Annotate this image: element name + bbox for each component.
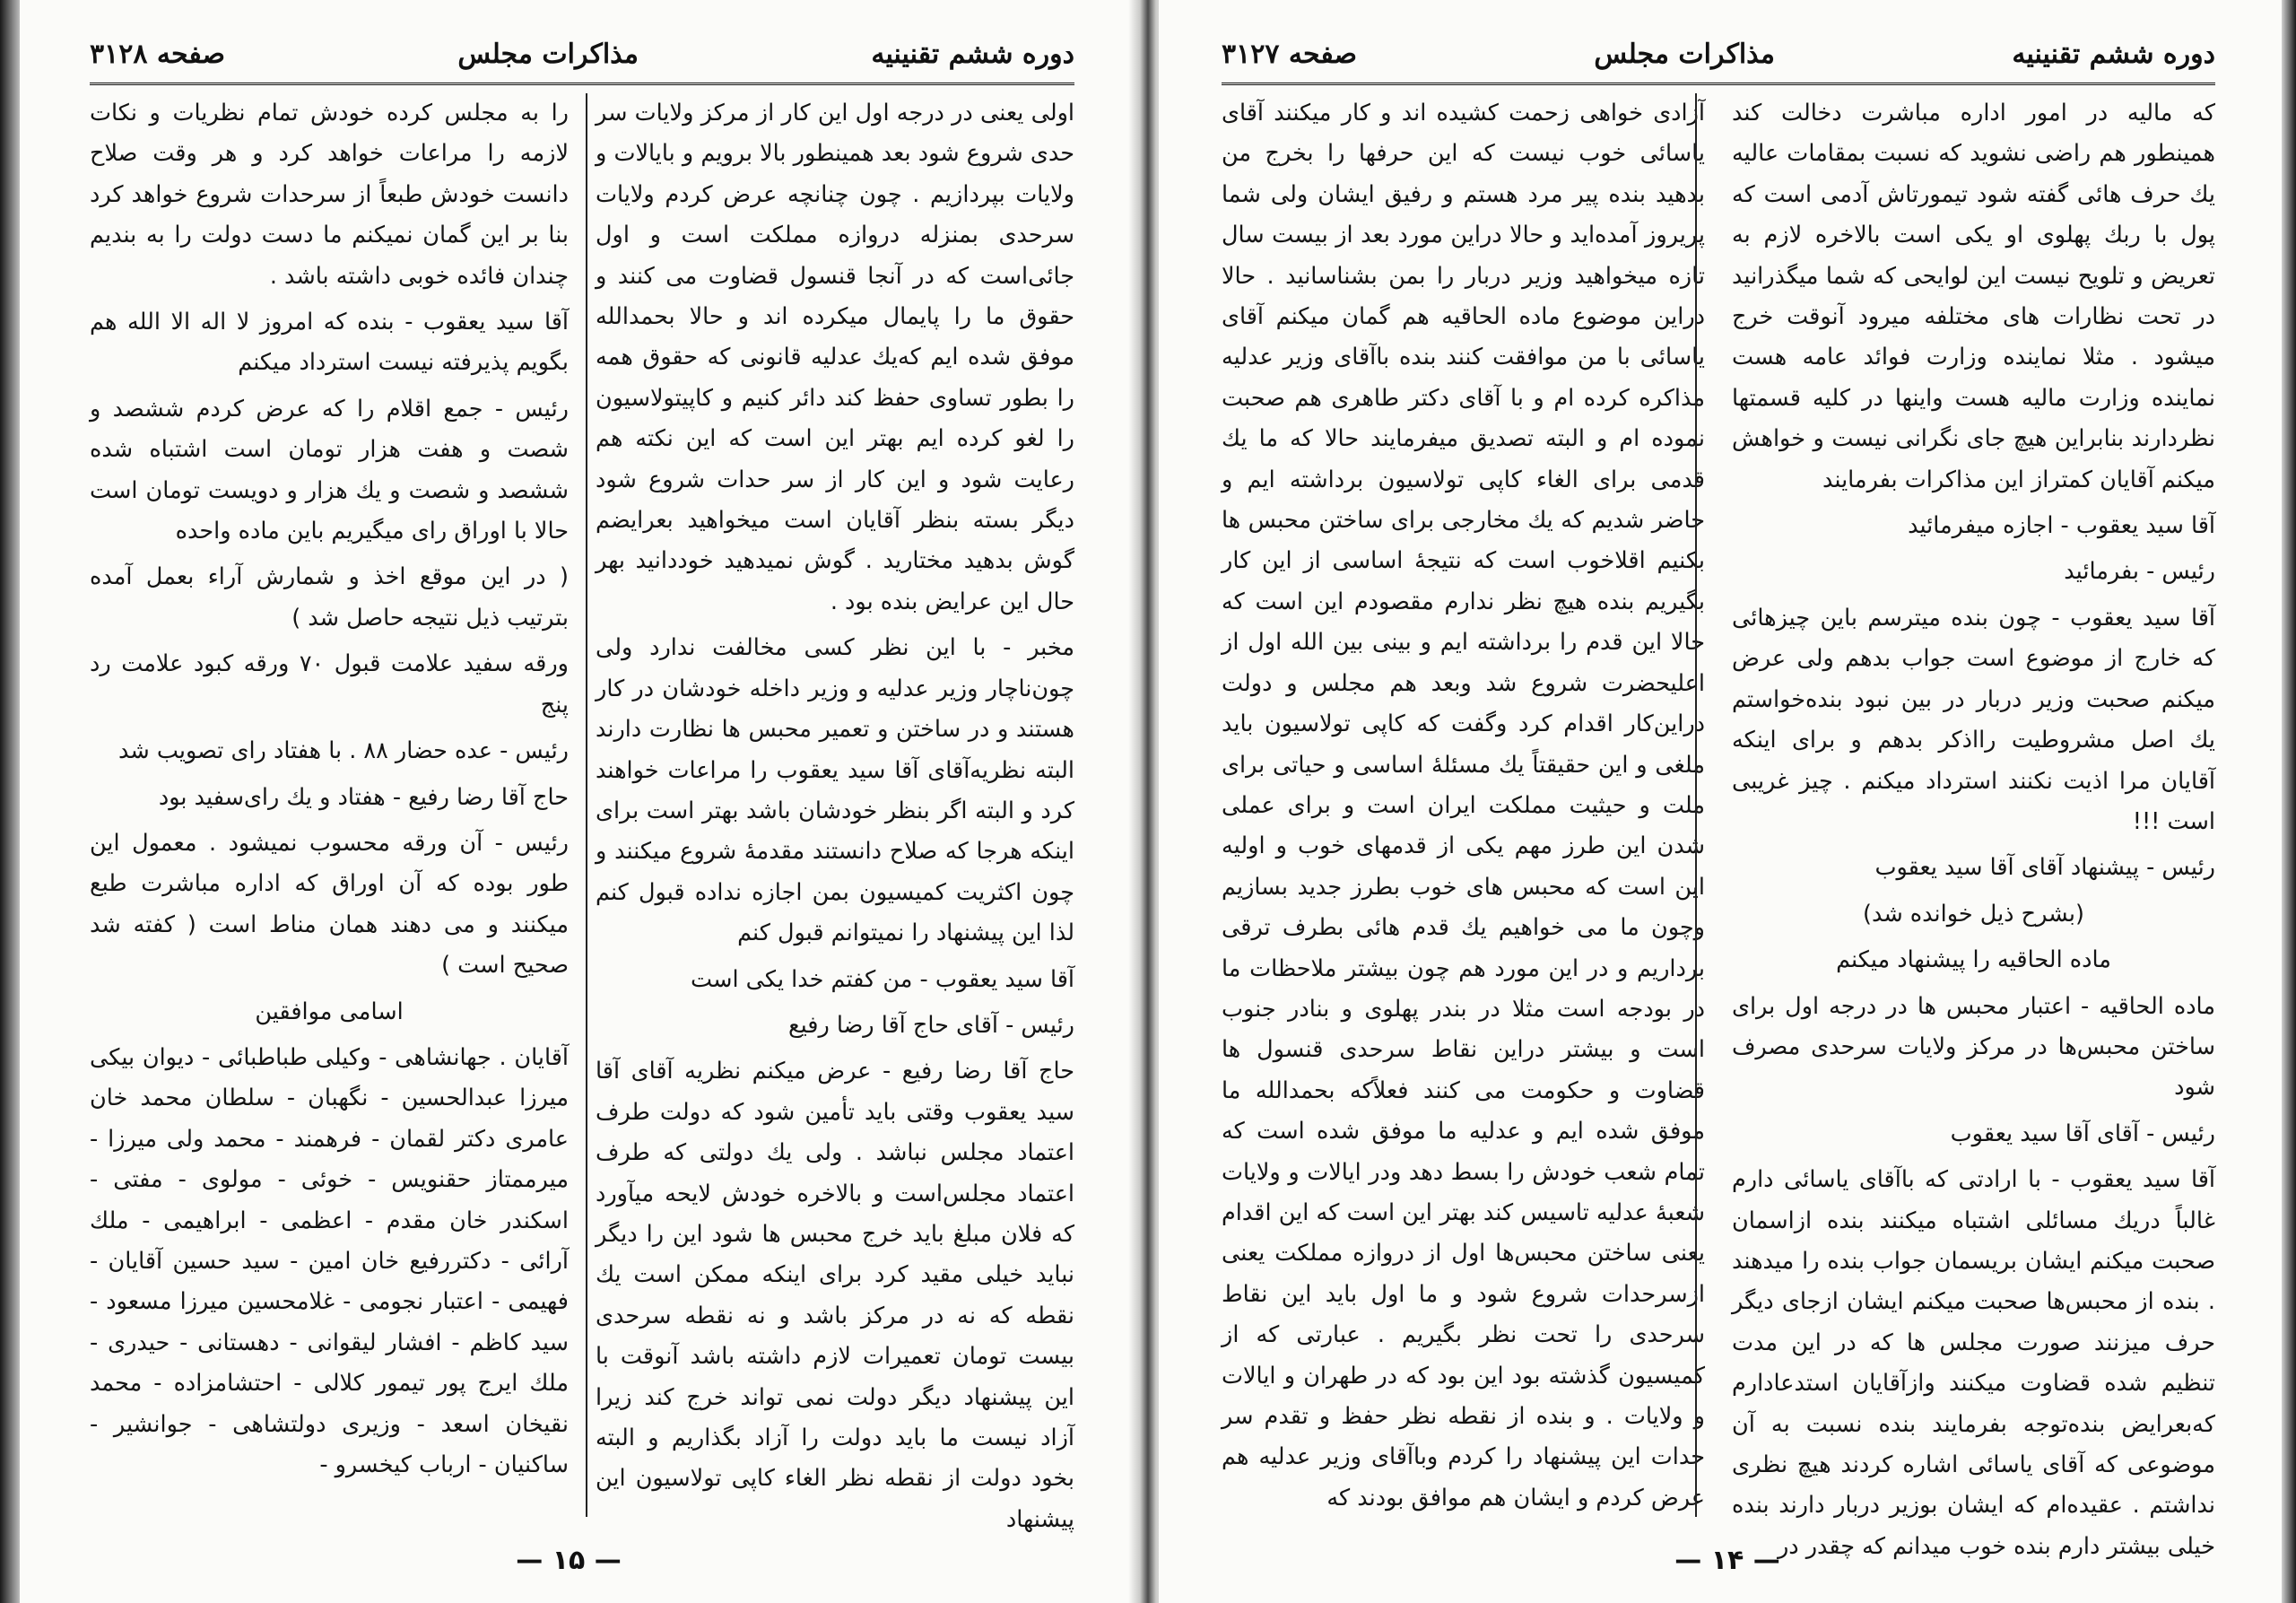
left-page	[0, 0, 1137, 1603]
left-page-header	[90, 29, 1074, 79]
right-page-session: دوره ششم تقنینیه	[2012, 38, 2215, 70]
paragraph: آقا سید یعقوب - با ارادتی که باآقای یاسائی دارم غالباً دریك مسائلی اشتباه میکنند بنده ازاسمان صحبت میکنم ایشان بریسمان جواب بنده را میدهند . بنده از محبس‌ها صحبت میکنم ایشان ازجای دیگر حرف میزنند صورت مجلس ها که در این مدت تنظیم شده قضاوت میکنند وازآقایان استدعادارم که‌بعرایض بنده‌توجه بفرمایند بنده نسبت به آن موضوعی که آقای یاسائی اشاره کردند هیچ نظری نداشتم . عقیده‌ام که ایشان بوزیر دربار دارند بنده خیلی بیشتر دارم بنده خوب میدانم که چقدر در	[1732, 1166, 2215, 1560]
paragraph: آقا سید یعقوب - بنده که امروز لا اله الا الله هم بگویم پذیرفته نیست استرداد میکنم	[90, 309, 569, 377]
left-page-column-right	[596, 93, 1074, 1533]
paragraph: رئیس - بفرمائید	[2064, 558, 2215, 586]
right-page-column-right	[1732, 93, 2215, 1560]
left-column-divider	[586, 93, 587, 1517]
right-header-rule	[1222, 83, 2215, 85]
paragraph: رئیس - آقای آقا سید یعقوب	[1950, 1119, 2215, 1147]
paragraph: آقا سید یعقوب - اجازه میفرمائید	[1908, 512, 2215, 540]
right-page-number: صفحه ۳۱۲۷	[1222, 38, 1358, 70]
left-page-columns	[90, 93, 1074, 1533]
paragraph: رئیس - آن ورقه محسوب نمیشود . معمول این طور بوده که آن اوراق که اداره مباشرت طبع میکنند و می دهند همان مناط است ( کفته شد صحیح است )	[90, 829, 569, 980]
paragraph: حاج آقا رضا رفیع - هفتاد و یك رای‌سفید بود	[158, 783, 569, 811]
paragraph: آقا سید یعقوب - چون بنده میترسم باین چیزهائی که خارج از موضوع است جواب بدهم ولی عرض میکنم صحبت وزیر دربار در بین نبود بنده‌خواستم یك اصل مشروطیت رااذکر بدهم و برای اینکه آقایان مرا اذیت نکنند استرداد میکنم . چیز غریبی است !!!	[1732, 604, 2215, 835]
left-page-folio: — ۱۵ —	[516, 1545, 622, 1576]
right-page-header	[1222, 29, 2215, 79]
paragraph: که مالیه در امور اداره مباشرت دخالت کند همینطور هم راضی نشوید که نسبت بمقامات عالیه یك حرف هائی گفته شود تیمورتاش آدمی است که پول با ربك پهلوی او یکی است بالاخره لازم به تعریض و تلویح نیست این لوایحی که شما میگذرانید در تحت نظارات های مختلفه میرود آنوقت خرج میشود . مثلا نماینده وزارت فوائد عامه هست نماینده وزارت مالیه هست واینها در کلیه قسمتها نظردارند بنابراین هیچ جای نگرانی نیست و خواهش میکنم آقایان کمتراز این مذاکرات بفرمایند	[1732, 100, 2215, 493]
paragraph: ماده الحاقیه - اعتبار محبس ها در درجه اول برای ساختن محبس‌ها در مرکز ولایات سرحدی مصرف شود	[1732, 992, 2215, 1102]
right-page-columns	[1222, 93, 2215, 1560]
paragraph: آقا سید یعقوب - من کفتم خدا یکی است	[691, 965, 1074, 993]
left-page-title: مذاکرات مجلس	[457, 38, 639, 70]
paragraph: مخبر - با این نظر کسی مخالفت ندارد ولی چون‌ناچار وزیر عدلیه و وزیر داخله خودشان در کار هستند و در ساختن و تعمیر محبس ها نظارت دارند البته نظریه‌آقای آقا سید یعقوب را مراعات خواهند کرد و البته اگر بنظر خودشان باشد بهتر است برای اینکه هرجا که صلاح دانستند مقدمهٔ شروع میکنند و چون اکثریت کمیسیون بمن اجازه نداده قبول کنم لذا این پیشنهاد را نمیتوانم قبول کنم	[596, 634, 1074, 947]
paragraph: حاج آقا رضا رفیع - عرض میکنم نظریه آقای آقا سید یعقوب وقتی باید تأمین شود که دولت طرف اعتماد مجلس نباشد . ولی یك دولتی که طرف اعتماد مجلس‌است و بالاخره خودش لایحه میآورد که فلان مبلغ باید خرج محبس ها شود این را دیگر نباید خیلی مقید کرد برای اینکه ممکن است یك نقطه که نه در مرکز باشد و نه نقطه سرحدی بیست تومان تعمیرات لازم داشته باشد آنوقت با این پیشنهاد دیگر دولت نمی تواند خرج کند زیرا آزاد نیست ما باید دولت را آزاد بگذاریم و البته بخود دولت از نقطه نظر الغاء کاپی تولاسیون این پیشنهاد	[596, 1058, 1074, 1533]
paragraph: ماده الحاقیه را پیشنهاد میکنم	[1836, 946, 2111, 974]
paragraph: رئیس - جمع اقلام را که عرض کردم ششصد و شصت و هفت هزار تومان است اشتباه شده ششصد و شصت و یك هزار و دویست تومان است حالا با اوراق رای میگیریم باین ماده واحده	[90, 395, 569, 545]
left-header-rule	[90, 83, 1074, 85]
right-page-folio: — ۱۴ —	[1674, 1545, 1780, 1576]
left-page-number: صفحه ۳۱۲۸	[90, 38, 226, 70]
paragraph: را به مجلس کرده خودش تمام نظریات و نکات لازمه را مراعات خواهد کرد و هر وقت صلاح دانست خودش طبعاً از سرحدات شروع خواهد کرد بنا بر این گمان نمیکنم ما دست دولت را به بندیم چندان فائده خوبی داشته باشد .	[90, 100, 569, 290]
scan-edge-right	[2282, 0, 2296, 1603]
paragraph: اولی یعنی در درجه اول این کار از مرکز ولایات سر حدی شروع شود بعد همینطور بالا برویم و بایالات و ولایات بپردازیم . چون چنانچه عرض کردم ولایات سرحدی بمنزله دروازه مملکت است و اول جائی‌است که در آنجا قنسول قضاوت می کنند و حقوق ما را پایمال میکرده اند و حالا بحمدالله موفق شده ایم که‌یك عدلیه قانونی که حقوق همه را بطور تساوی حفظ کند دائر کنیم و کاپیتولاسیون را لغو کرده ایم بهتر این است که این نکته هم رعایت شود و این کار از سر حدات شروع شود دیگر بسته بنظر آقایان است میخواهید بعرایضم گوش بدهید مختارید . گوش نمیدهید خوددانید بهر حال این عرایض بنده بود .	[596, 100, 1074, 615]
paragraph: (بشرح ذیل خوانده شد)	[1863, 900, 2084, 928]
paragraph: ورقه سفید علامت قبول ۷۰ ورقه کبود علامت رد پنج	[90, 650, 569, 719]
paragraph: آزادی خواهی زحمت کشیده اند و کار میکنند آقای یاسائی خوب نیست که این حرفها را بخرج من بدهید بنده پیر مرد هستم و رفیق ایشان ولی شما پریروز آمده‌اید و حالا دراین مورد بعد از بیست سال تازه میخواهید وزیر دربار را بمن بشناسانید . حالا دراین موضوع ماده الحاقیه هم گمان میکنم آقای یاسائی با من موافقت کنند بنده باآقای وزیر عدلیه مذاکره کرده ام و با آقای دکتر طاهری هم صحبت نموده ام و البته تصدیق میفرمایند حالا که ما یك قدمی برای الغاء کاپی تولاسیون برداشته ایم و حاضر شدیم که یك مخارجی برای ساختن محبس ها بکنیم اقلاخوب است که نتیجهٔ اساسی از این کار بگیریم بنده هیچ نظر ندارم مقصودم این است که حالا این قدم را برداشته ایم و بینی بین الله اول از اعلیحضرت شروع شد وبعد هم مجلس و دولت دراین‌کار اقدام کرد وگفت که کاپی تولاسیون باید ملغی و این حقیقتاً یك مسئلهٔ اساسی و حیاتی برای ملت و حیثیت مملکت ایران است و برای عملی شدن این طرز مهم یکی از قدمهای خوب و اولیه این است که محبس های خوب بطرز جدید بسازیم وچون ما می خواهیم یك قدم هائی بطرف ترقی برداریم و در این مورد هم چون بیشتر ملاحظات ما در بودجه است مثلا در بندر پهلوی و بنادر جنوب است و بیشتر دراین نقاط سرحدی قنسول ها قضاوت و حکومت می کنند فعلاًکه بحمدالله ما موفق شده ایم و عدلیه ما موفق شده است که تمام شعب خودش را بسط دهد ودر ایالات و ولایات شعبهٔ عدلیه تاسیس کند بهتر این است که این اقدام یعنی ساختن محبس‌ها اول از دروازه مملکت یعنی ازسرحدات شروع شود و ما اول باید این نقاط سرحدی را تحت نظر بگیریم . عبارتی که از کمیسیون گذشته بود این بود که در طهران و ایالات و ولایات . و بنده از نقطه نظر حفظ و تقدم سر حدات این پیشنهاد را کردم وباآقای وزیر عدلیه هم عرض کردم و ایشان هم موافق بودند که	[1222, 100, 1705, 1512]
paragraph: رئیس - آقای حاج آقا رضا رفیع	[788, 1011, 1074, 1039]
paragraph: آقایان . جهانشاهی - وکیلی طباطبائی - دیوان بیکی میرزا عبدالحسین - نگهبان - سلطان محمد خان عامری دکتر لقمان - فرهمند - محمد ولی میرزا - میرممتاز حقنویس - خوئی - مولوی - مفتی - اسکندر خان مقدم - اعظمی - ابراهیمی - ملك آرائی - دکتررفیع خان امین - سید حسین آقایان - فهیمی - اعتبار نجومی - غلامحسین میرزا مسعود - سید کاظم - افشار لیقوانی - دهستانی - حیدری - ملك ایرج پور تیمور کلالی - احتشامزاده - محمد نقیخان اسعد - وزیری دولتشاهی - جوانشیر - ساکنیان - ارباب کیخسرو -	[90, 1043, 569, 1478]
right-page	[1159, 0, 2296, 1603]
scan-edge-left	[0, 0, 20, 1603]
paragraph: رئیس - عده حضار ۸۸ . با هفتاد رای تصویب شد	[118, 737, 569, 765]
right-page-column-left	[1222, 93, 1705, 1522]
paragraph: ( در این موقع اخذ و شمارش آراء بعمل آمده بترتیب ذیل نتیجه حاصل شد )	[90, 563, 569, 632]
paragraph: رئیس - پیشنهاد آقای آقا سید یعقوب	[1874, 854, 2215, 882]
left-page-session: دوره ششم تقنینیه	[871, 38, 1074, 70]
left-page-column-left	[90, 93, 569, 1522]
right-column-divider	[1695, 93, 1697, 1517]
right-page-title: مذاکرات مجلس	[1594, 38, 1775, 70]
section-heading: اسامی موافقین	[255, 998, 404, 1025]
